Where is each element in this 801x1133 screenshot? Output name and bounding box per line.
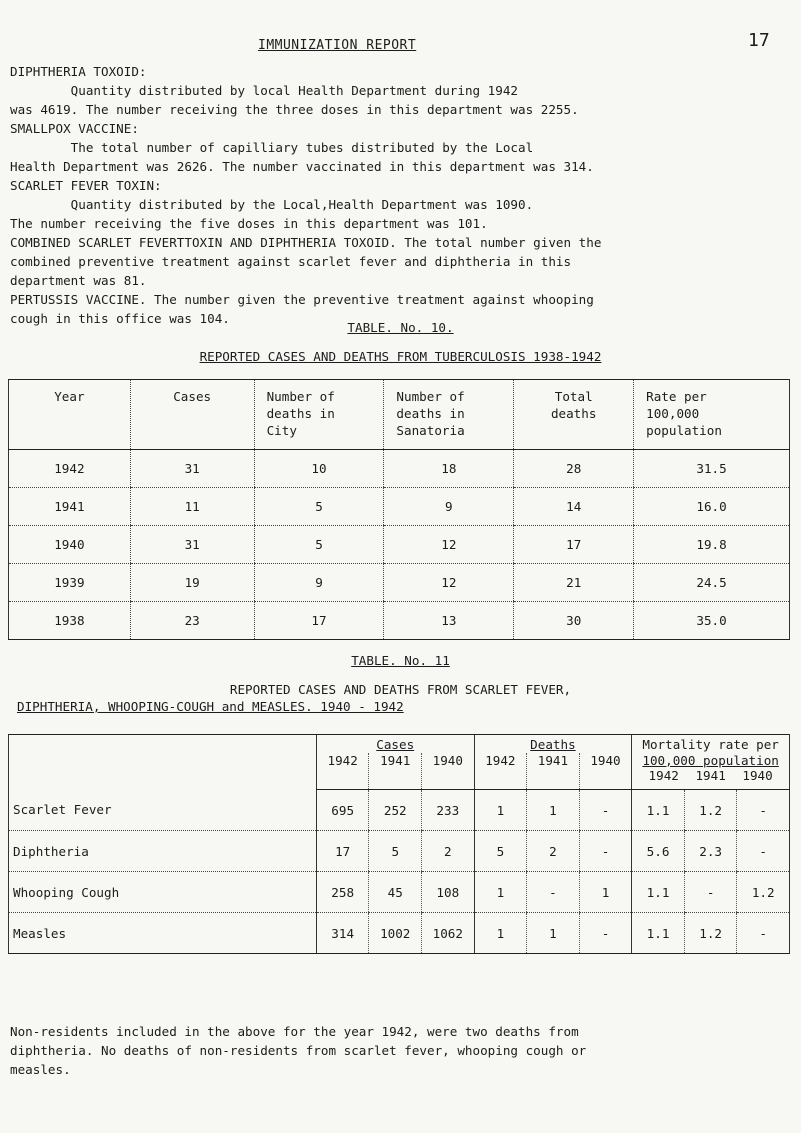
group-header-deaths <box>474 735 632 754</box>
table-cell: 23 <box>130 602 254 640</box>
group-header-mortality <box>632 735 790 754</box>
cases-cell: 233 <box>422 790 475 831</box>
rates-cell: 1.2 <box>684 790 737 831</box>
footnote-line: measles. <box>10 1062 71 1077</box>
mortality-years <box>632 768 789 783</box>
table-cell: 18 <box>384 450 514 488</box>
table10-title-text: REPORTED CASES AND DEATHS FROM TUBERCULOSIS 1938-1942 <box>199 349 602 364</box>
table-cell: 1939 <box>9 564 131 602</box>
header-line: deaths <box>550 406 597 421</box>
table11-label: TABLE. No. 11 <box>351 653 450 668</box>
table-group-header-row <box>9 735 790 754</box>
page-number: 17 <box>748 30 770 51</box>
deaths-cell: 1 <box>527 913 580 954</box>
disease-name: Scarlet Fever <box>9 790 317 831</box>
table-cell: 28 <box>514 450 634 488</box>
table-cell: 1938 <box>9 602 131 640</box>
deaths-cell: 1 <box>579 872 632 913</box>
cases-cell: 258 <box>316 872 369 913</box>
rates-cell: 1.1 <box>632 872 685 913</box>
deaths-cell: 1 <box>527 790 580 831</box>
table-row <box>9 526 790 564</box>
year-header: 1941 <box>695 768 726 783</box>
footnote-line: diphtheria. No deaths of non-residents from scarlet fever, whooping cough or <box>10 1043 587 1058</box>
immunization-text <box>10 62 790 328</box>
header-line: deaths in <box>396 406 465 421</box>
header-line: Sanatoria <box>396 423 465 438</box>
header-line: Cases <box>173 389 212 404</box>
table-cell: 14 <box>514 488 634 526</box>
corner-cell <box>9 735 317 790</box>
table-cell: 9 <box>384 488 514 526</box>
table-row <box>9 450 790 488</box>
header-line: deaths in <box>266 406 335 421</box>
deaths-cell: - <box>527 872 580 913</box>
cases-cell: 45 <box>369 872 422 913</box>
year-header: 1941 <box>527 753 580 790</box>
text-line: COMBINED SCARLET FEVERTTOXIN AND DIPHTHERIA TOXOID. The total number given the <box>10 235 602 250</box>
table10-label: TABLE. No. 10. <box>347 320 454 335</box>
table-cell: 17 <box>254 602 384 640</box>
text-line: The number receiving the five doses in this department was 101. <box>10 216 488 231</box>
deaths-cell: 5 <box>474 831 527 872</box>
table-cell: 5 <box>254 526 384 564</box>
cases-cell: 5 <box>369 831 422 872</box>
table-row <box>9 790 790 831</box>
col-header <box>9 380 131 450</box>
text-line: SCARLET FEVER TOXIN: <box>10 178 162 193</box>
table-cell: 31 <box>130 526 254 564</box>
rates-cell: 1.2 <box>684 913 737 954</box>
col-header <box>384 380 514 450</box>
table-row <box>9 602 790 640</box>
table-cell: 10 <box>254 450 384 488</box>
year-header: 1942 <box>316 753 369 790</box>
text-line: PERTUSSIS VACCINE. The number given the preventive treatment against whooping <box>10 292 594 307</box>
cases-cell: 695 <box>316 790 369 831</box>
table-cell: 16.0 <box>634 488 790 526</box>
deaths-cell: 1 <box>474 790 527 831</box>
text-line: Quantity distributed by local Health Department during 1942 <box>10 83 519 98</box>
text-line: SMALLPOX VACCINE: <box>10 121 139 136</box>
disease-name: Measles <box>9 913 317 954</box>
year-header: 1940 <box>742 768 773 783</box>
table11-title-line1: REPORTED CASES AND DEATHS FROM SCARLET FEVER, <box>229 682 572 697</box>
table-row <box>9 488 790 526</box>
table-cell: 13 <box>384 602 514 640</box>
rates-cell: - <box>737 790 790 831</box>
col-header <box>254 380 384 450</box>
rates-cell: 1.2 <box>737 872 790 913</box>
table-cell: 17 <box>514 526 634 564</box>
text-line: department was 81. <box>10 273 147 288</box>
deaths-cell: - <box>579 790 632 831</box>
header-line: Year <box>54 389 85 404</box>
col-header <box>634 380 790 450</box>
text-line: DIPHTHERIA TOXOID: <box>10 64 147 79</box>
rates-cell: 5.6 <box>632 831 685 872</box>
year-header: 1941 <box>369 753 422 790</box>
table-cell: 30 <box>514 602 634 640</box>
rates-cell: - <box>737 913 790 954</box>
deaths-cell: 1 <box>474 872 527 913</box>
footnote-line: Non-residents included in the above for the year 1942, were two deaths from <box>10 1024 579 1039</box>
communicable-disease-table <box>8 734 790 954</box>
table-cell: 1942 <box>9 450 131 488</box>
deaths-cell: - <box>579 913 632 954</box>
header-line: Number of <box>396 389 465 404</box>
table-cell: 19 <box>130 564 254 602</box>
year-header: 1942 <box>474 753 527 790</box>
rates-cell: 1.1 <box>632 790 685 831</box>
text-line: was 4619. The number receiving the three doses in this department was 2255. <box>10 102 579 117</box>
cases-cell: 252 <box>369 790 422 831</box>
group-label: Deaths <box>530 736 576 752</box>
table-row <box>9 564 790 602</box>
disease-name: Whooping Cough <box>9 872 317 913</box>
cases-cell: 1002 <box>369 913 422 954</box>
table10-title <box>0 349 801 364</box>
footnote <box>10 1022 790 1079</box>
table-cell: 9 <box>254 564 384 602</box>
rates-cell: - <box>684 872 737 913</box>
tuberculosis-table <box>8 379 790 640</box>
year-header: 1940 <box>579 753 632 790</box>
report-title: IMMUNIZATION REPORT <box>258 38 417 53</box>
mortality-year-header <box>632 753 790 790</box>
group-label: Cases <box>376 736 415 752</box>
text-line: cough in this office was 104. <box>10 311 230 326</box>
text-line: The total number of capilliary tubes distributed by the Local <box>10 140 534 155</box>
group-label: 100,000 population <box>642 753 779 768</box>
table-cell: 24.5 <box>634 564 790 602</box>
header-line: City <box>266 423 297 438</box>
table-cell: 19.8 <box>634 526 790 564</box>
table-cell: 21 <box>514 564 634 602</box>
cases-cell: 314 <box>316 913 369 954</box>
table-cell: 12 <box>384 526 514 564</box>
table-cell: 12 <box>384 564 514 602</box>
header-line: 100,000 <box>646 406 700 421</box>
table-row <box>9 913 790 954</box>
table-cell: 1941 <box>9 488 131 526</box>
disease-name: Diphtheria <box>9 831 317 872</box>
col-header <box>130 380 254 450</box>
cases-cell: 17 <box>316 831 369 872</box>
header-line: Number of <box>266 389 335 404</box>
group-label: Mortality rate per <box>642 736 779 752</box>
rates-cell: - <box>737 831 790 872</box>
deaths-cell: - <box>579 831 632 872</box>
text-line: Health Department was 2626. The number vaccinated in this department was 314. <box>10 159 594 174</box>
cases-cell: 2 <box>422 831 475 872</box>
table-cell: 11 <box>130 488 254 526</box>
cases-cell: 108 <box>422 872 475 913</box>
year-header: 1940 <box>422 753 475 790</box>
cases-cell: 1062 <box>422 913 475 954</box>
table11-title-line2: DIPHTHERIA, WHOOPING-COUGH and MEASLES. 1940 - 1942 <box>17 699 404 714</box>
table-cell: 31.5 <box>634 450 790 488</box>
group-header-cases <box>316 735 474 754</box>
text-line: Quantity distributed by the Local,Health Department was 1090. <box>10 197 534 212</box>
deaths-cell: 2 <box>527 831 580 872</box>
table-cell: 31 <box>130 450 254 488</box>
year-header: 1942 <box>648 768 679 783</box>
header-line: Rate per <box>646 389 707 404</box>
rates-cell: 1.1 <box>632 913 685 954</box>
header-line: Total <box>554 389 593 404</box>
text-line: combined preventive treatment against scarlet fever and diphtheria in this <box>10 254 572 269</box>
col-header <box>514 380 634 450</box>
table-cell: 5 <box>254 488 384 526</box>
table-row <box>9 831 790 872</box>
table-cell: 1940 <box>9 526 131 564</box>
rates-cell: 2.3 <box>684 831 737 872</box>
table-row <box>9 872 790 913</box>
deaths-cell: 1 <box>474 913 527 954</box>
table-cell: 35.0 <box>634 602 790 640</box>
header-line: population <box>646 423 722 438</box>
table-header-row <box>9 380 790 450</box>
